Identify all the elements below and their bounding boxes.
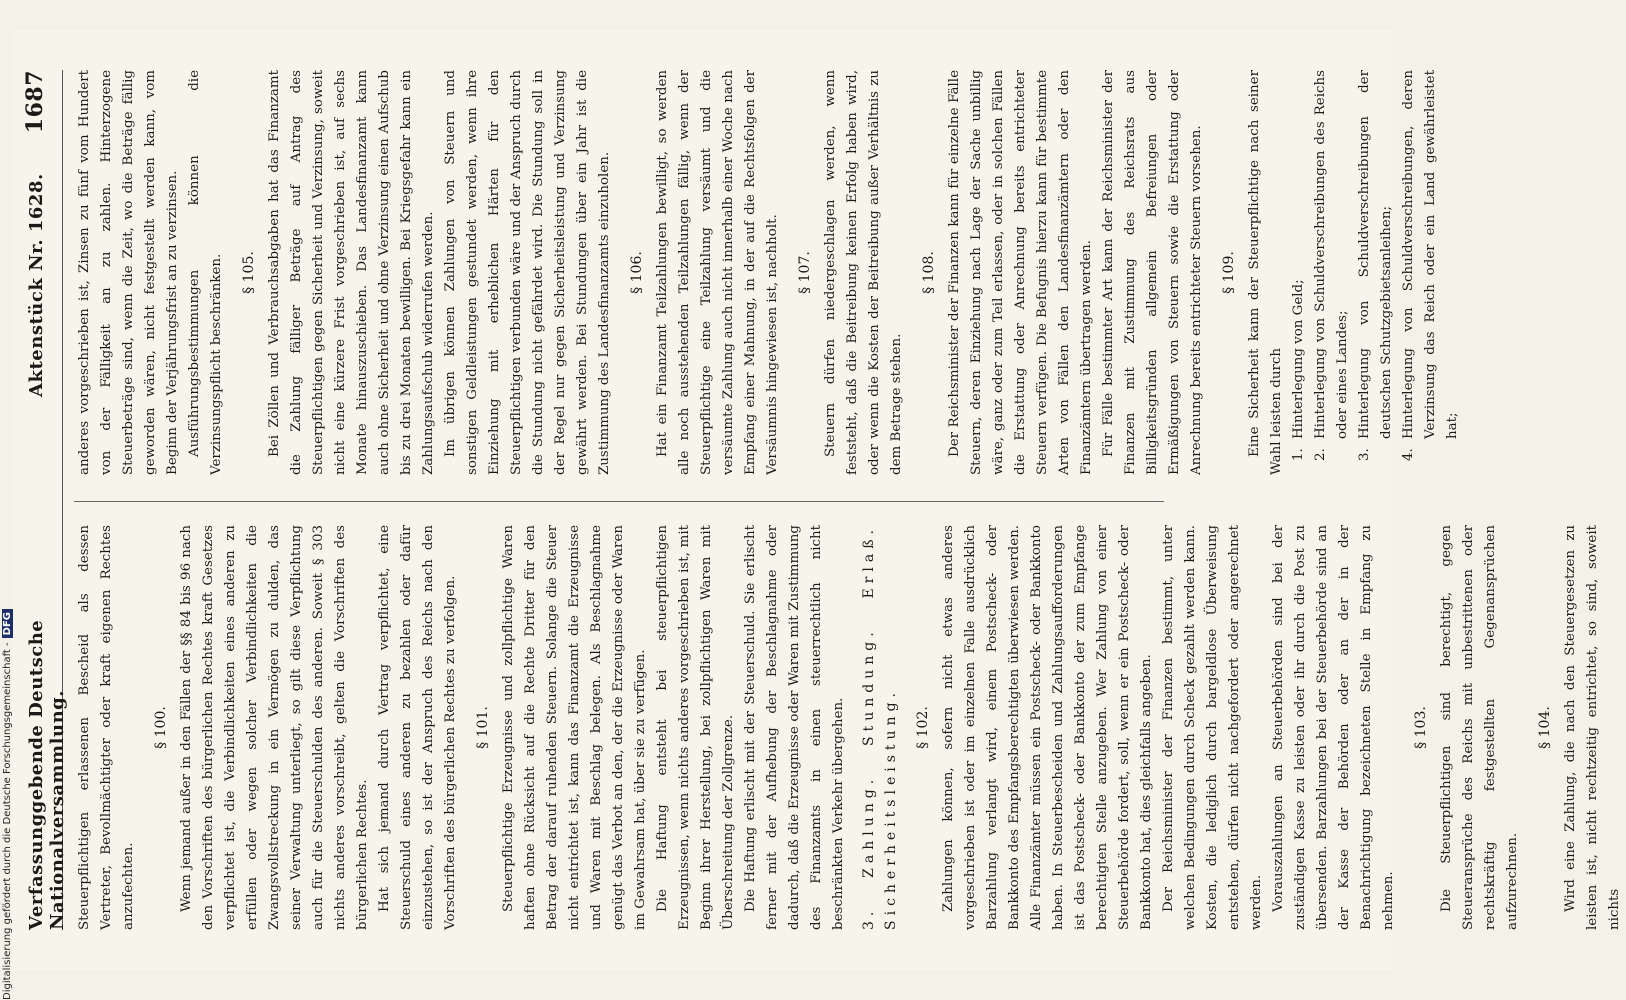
list-number: 1. (1291, 448, 1306, 461)
list-number: 2. (1313, 448, 1328, 461)
document-page (12, 30, 1622, 970)
page-header (22, 70, 68, 930)
list-text: Hinterlegung von Geld; (1291, 279, 1306, 439)
paragraph: Ausführungsbestimmungen können die Verzinsungspflicht beschränken. (187, 70, 224, 475)
list-number: 4. (1401, 448, 1416, 461)
paragraph: Hat sich jemand durch Vertrag verpflichtet, eine Steuerschuld eines anderen zu bezahlen oder dafür einzustehen, so ist der Anspruch des Reichs nach den Vorschriften des bürgerlichen Rechtes zu verfolgen. (377, 525, 458, 930)
dfg-logo: DFG (2, 609, 13, 638)
section-heading: § 109. (1221, 251, 1237, 294)
paragraph: Vorauszahlungen an Steuerbehörden sind bei der zuständigen Kasse zu leisten oder ihr durch die Post zu übersenden. Barzahlungen bei der Steuerbehörde sind an der Kasse der Behörden oder an der in der Benachrichtigung bezeichneten Stelle in Empfang zu nehmen. (1271, 525, 1396, 930)
document-number: Aktenstück Nr. 1628. (26, 173, 47, 397)
chapter-subheading: 3. Zahlung. Stundung. Erlaß. Sicherheitsleistung. (861, 525, 899, 930)
section-heading: § 101. (475, 706, 491, 749)
paragraph: Steuerpflichtige Erzeugnisse und zollpflichtige Waren haften ohne Rücksicht auf die Rechte Dritter für den Betrag der darauf ruhenden Steuern. Solange die Steuer nicht entrichtet ist, kann das Finanzamt die Erzeugnisse und Waren mit Beschlag belegen. Als Beschlagnahme genügt das Verbot an den, der die Erzeugnisse oder Waren im Gewahrsam hat, über sie zu verfügen. (501, 525, 648, 930)
paragraph: Eine Sicherheit kann der Steuerpflichtige nach seiner Wahl leisten durch (1247, 70, 1284, 475)
section-heading: § 106. (629, 251, 645, 294)
paragraph: Für Fälle bestimmter Art kann der Reichsminister der Finanzen mit Zustimmung des Reichsrats aus Billigkeitsgründen allgemein Befreiungen oder Ermäßigungen von Steuern sowie die Erstattung oder Anrechnung bereits entrichteter Steuern vorsehen. (1101, 70, 1204, 475)
paragraph: Die Haftung entsteht bei steuerpflichtigen Erzeugnissen, wenn nichts anderes vorgeschrieben ist, mit Beginn ihrer Herstellung, bei zollpflichtigen Waren mit Überschreitung der Zollgrenze. (655, 525, 736, 930)
right-column (74, 70, 1464, 475)
section-heading: § 100. (153, 706, 169, 749)
paragraph: anderes vorgeschrieben ist, Zinsen zu fünf vom Hundert von der Fälligkeit an zu zahlen. Hinterzogene Steuerbeträge sind, wenn die Zeit, wo die Beträge fällig geworden wären, nicht festgestellt werden kann, vom Beginn der Verjährungsfrist an zu verzinsen. (77, 70, 180, 475)
column-divider (74, 501, 1164, 502)
section-heading: § 103. (1413, 706, 1429, 749)
section-heading: § 105. (241, 251, 257, 294)
list-item (1310, 70, 1354, 461)
list-item (1398, 70, 1464, 461)
header-title: Verfassunggebende Deutsche Nationalversammlung. (26, 619, 68, 930)
paragraph: Wird eine Zahlung, die nach den Steuergesetzen zu leisten ist, nicht rechtzeitig entrichtet, so sind, soweit nichts (1563, 525, 1622, 930)
list-text: Hinterlegung von Schuldverschreibungen des Reichs oder eines Landes; (1313, 70, 1350, 439)
list-number: 3. (1357, 448, 1372, 461)
paragraph: Wenn jemand außer in den Fällen der §§ 84 bis 96 nach den Vorschriften des bürgerlichen Rechtes kraft Gesetzes verpflichtet ist, die Verbindlichkeiten eines anderen zu erfüllen oder wegen solcher Verbindlichkeiten die Zwangsvollstreckung in ein Vermögen zu dulden, das seiner Verwaltung unterliegt, so gilt diese Verpflichtung auch für die Steuerschulden des anderen. Soweit § 303 nichts anderes vorschreibt, gelten die Vorschriften des bürgerlichen Rechtes. (179, 525, 370, 930)
page-number: 1687 (22, 70, 48, 134)
paragraph: Hat ein Finanzamt Teilzahlungen bewilligt, so werden alle noch ausstehenden Teilzahlungen fällig, wenn der Steuerpflichtige eine Teilzahlung versäumt und die versäumte Zahlung auch nicht innerhalb einer Woche nach Empfang einer Mahnung, in der auf die Rechtsfolgen der Versäumnis hingewiesen ist, nachholt. (655, 70, 780, 475)
left-column (74, 525, 1626, 930)
list-text: Hinterlegung von Schuldverschreibungen, deren Verzinsung das Reich oder ein Land gewährleistet hat; (1401, 70, 1460, 439)
paragraph: Steuerpflichtigen erlassenen Bescheid als dessen Vertreter, Bevollmächtigter oder kraft eigenen Rechtes anzufechten. (77, 525, 136, 930)
section-heading: § 102. (915, 706, 931, 749)
section-heading: § 107. (797, 251, 813, 294)
paragraph: Die Haftung erlischt mit der Steuerschuld. Sie erlischt ferner mit der Aufhebung der Beschlagnahme oder dadurch, daß die Erzeugnisse oder Waren mit Zustimmung des Finanzamts in einen steuerrechtlich nicht beschränkten Verkehr übergehen. (743, 525, 846, 930)
security-list (1288, 70, 1464, 475)
paragraph: Steuern dürfen niedergeschlagen werden, wenn feststeht, daß die Beitreibung keinen Erfolg haben wird, oder wenn die Kosten der Beitreibung außer Verhältnis zu dem Betrage stehen. (823, 70, 904, 475)
paragraph: Bei Zöllen und Verbrauchsabgaben hat das Finanzamt die Zahlung fälliger Beträge auf Antrag des Steuerpflichtigen gegen Sicherheit und Verzinsung, soweit nicht eine kürzere Frist vorgeschrieben ist, auf sechs Monate hinauszuschieben. Das Landesfinanzamt kann auch ohne Sicherheit und ohne Verzinsung einen Aufschub bis zu drei Monaten bewilligen. Bei Kriegsgefahr kann ein Zahlungsaufschub widerrufen werden. (267, 70, 436, 475)
section-heading: § 104. (1537, 706, 1553, 749)
list-item (1354, 70, 1398, 461)
list-text: Hinterlegung von Schuldverschreibungen der deutschen Schutzgebietsanleihen; (1357, 70, 1394, 439)
digitization-text: Digitalisierung gefördert durch die Deutsche Forschungsgemeinschaft - (2, 642, 13, 1000)
paragraph: Zahlungen können, sofern nicht etwas anderes vorgeschrieben ist oder im einzelnen Falle ausdrücklich Barzahlung verlangt wird, einem Postscheck- oder Bankkonto des Empfangsberechtigten überwiesen werden. Alle Finanzämter müssen ein Postscheck- oder Bankkonto haben. In Steuerbescheiden und Zahlungsaufforderungen ist das Postscheck- oder Bankkonto der zum Empfange berechtigten Stelle anzugeben. Wer Zahlung von einer Steuerbehörde fordert, soll, wenn er ein Postscheck- oder Bankkonto hat, dies gleichfalls angeben. (941, 525, 1154, 930)
paragraph: Die Steuerpflichtigen sind berechtigt, gegen Steueransprüche des Reichs mit unbestrittenen oder rechtskräftig festgestellten Gegenansprüchen aufzurechnen. (1439, 525, 1520, 930)
paragraph: Der Reichsminister der Finanzen kann für einzelne Fälle Steuern, deren Einziehung nach Lage der Sache unbillig wäre, ganz oder zum Teil erlassen, oder in solchen Fällen die Erstattung oder Anrechnung bereits entrichteter Steuern verfügen. Die Befugnis hierzu kann für bestimmte Arten von Fällen den Landesfinanzämtern oder den Finanzämtern übertragen werden. (947, 70, 1094, 475)
list-item (1288, 70, 1310, 461)
paragraph: Der Reichsminister der Finanzen bestimmt, unter welchen Bedingungen durch Scheck gezahlt werden kann. Kosten, die lediglich durch bargeldlose Überweisung entstehen, dürfen nicht nachgefordert oder angerechnet werden. (1161, 525, 1264, 930)
paragraph: Im übrigen können Zahlungen von Steuern und sonstigen Geldleistungen gestundet werden, wenn ihre Einziehung mit erheblichen Härten für den Steuerpflichtigen verbunden wäre und der Anspruch durch die Stundung nicht gefährdet wird. Die Stundung soll in der Regel nur gegen Sicherheitsleistung und Verzinsung gewährt werden. Bei Stundungen über ein Jahr ist die Zustimmung des Landesfinanzamts einzuholen. (443, 70, 612, 475)
digitization-note (2, 0, 16, 1000)
section-heading: § 108. (921, 251, 937, 294)
